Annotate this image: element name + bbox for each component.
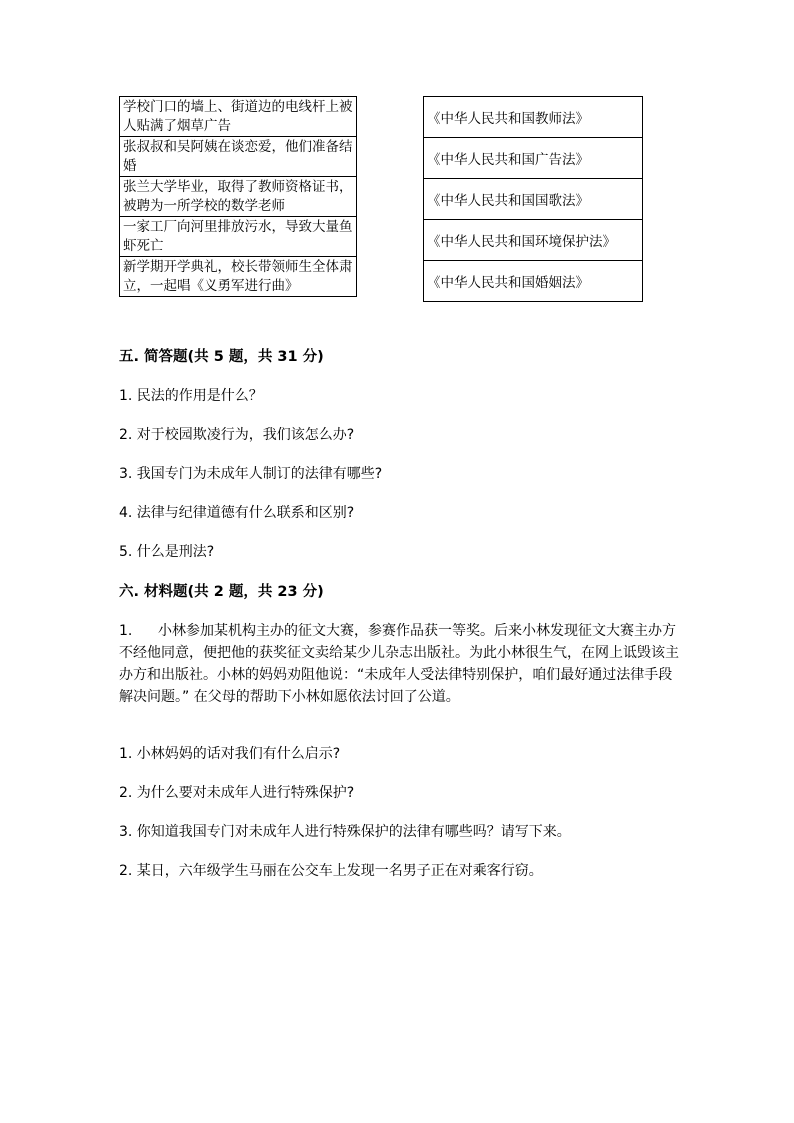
table-row: [424, 179, 643, 220]
passage-text: 小林参加某机构主办的征文大赛，参赛作品获一等奖。后来小林发现征文大赛主办方不经他同意，便把他的获奖征文卖给某少儿杂志出版社。为此小林很生气，在网上诋毁该主办方和出版社。小林的妈妈劝阻他说：“未成年人受法律特别保护，咱们最好通过法律手段解决问题。” 在父母的帮助下小林如愿依法讨回了公道。: [119, 623, 679, 705]
matching-right-cell: 《中华人民共和国教师法》: [424, 97, 643, 138]
table-row: [424, 97, 643, 138]
matching-right-cell: 《中华人民共和国广告法》: [424, 138, 643, 179]
matching-left-cell: 张叔叔和吴阿姨在谈恋爱，他们准备结婚: [120, 137, 357, 177]
passage-number: 1.: [119, 623, 133, 639]
matching-left-cell: 新学期开学典礼，校长带领师生全体肃立，一起唱《义勇军进行曲》: [120, 257, 357, 297]
table-row: [120, 217, 357, 257]
material-passage: [119, 620, 679, 708]
table-row: [120, 177, 357, 217]
question-2: 2. 某日，六年级学生马丽在公交车上发现一名男子正在对乘客行窃。: [119, 863, 543, 879]
matching-left-cell: 张兰大学毕业，取得了教师资格证书，被聘为一所学校的数学老师: [120, 177, 357, 217]
section-6-title: 六. 材料题(共 2 题，共 23 分): [119, 584, 324, 600]
matching-right-table: [423, 96, 643, 302]
question-item: 1. 民法的作用是什么？: [119, 388, 263, 404]
question-item: 3. 我国专门为未成年人制订的法律有哪些?: [119, 466, 383, 482]
matching-left-cell: 一家工厂向河里排放污水，导致大量鱼虾死亡: [120, 217, 357, 257]
table-row: [424, 220, 643, 261]
matching-left-table: [119, 96, 357, 297]
sub-question-item: 2. 为什么要对未成年人进行特殊保护?: [119, 785, 355, 801]
question-item: 5. 什么是刑法?: [119, 544, 215, 560]
matching-right-cell: 《中华人民共和国婚姻法》: [424, 261, 643, 302]
table-row: [424, 261, 643, 302]
sub-question-item: 3. 你知道我国专门对未成年人进行特殊保护的法律有哪些吗？请写下来。: [119, 824, 571, 840]
table-row: [120, 97, 357, 137]
table-row: [120, 257, 357, 297]
question-item: 2. 对于校园欺凌行为，我们该怎么办?: [119, 427, 355, 443]
matching-right-cell: 《中华人民共和国国歌法》: [424, 179, 643, 220]
section-5-title: 五. 简答题(共 5 题，共 31 分): [119, 349, 324, 365]
matching-left-cell: 学校门口的墙上、街道边的电线杆上被人贴满了烟草广告: [120, 97, 357, 137]
matching-right-cell: 《中华人民共和国环境保护法》: [424, 220, 643, 261]
table-row: [120, 137, 357, 177]
table-row: [424, 138, 643, 179]
question-item: 4. 法律与纪律道德有什么联系和区别?: [119, 505, 355, 521]
sub-question-item: 1. 小林妈妈的话对我们有什么启示?: [119, 746, 341, 762]
